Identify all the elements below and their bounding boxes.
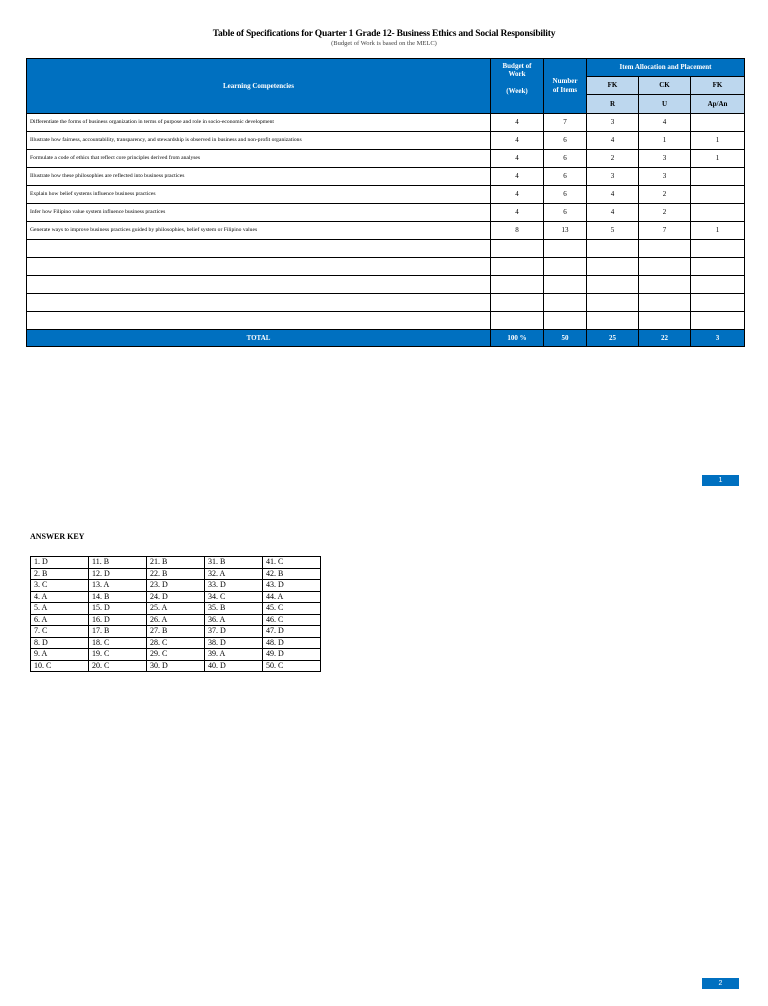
- r-cell: 5: [587, 222, 639, 240]
- table-row: [27, 132, 745, 150]
- answer-cell: 22. B: [147, 568, 205, 580]
- answer-cell: 41. C: [263, 557, 321, 569]
- specifications-table: [26, 58, 745, 347]
- header-budget-line3: (Week): [506, 87, 528, 96]
- answer-cell: 26. A: [147, 614, 205, 626]
- total-row: [27, 330, 745, 347]
- header-budget-line2: Work: [508, 70, 526, 79]
- apan-cell: [691, 186, 745, 204]
- answer-cell: 49. D: [263, 649, 321, 661]
- answer-cell: 12. D: [89, 568, 147, 580]
- r-cell: 4: [587, 204, 639, 222]
- competency-cell: Differentiate the forms of business organization in terms of purpose and role in socio-economic development: [27, 114, 491, 132]
- header-ck: CK: [639, 77, 691, 95]
- answer-key-row: [31, 580, 321, 592]
- competency-cell: Generate ways to improve business practices guided by philosophies, belief system or Filipino values: [27, 222, 491, 240]
- page-title: Table of Specifications for Quarter 1 Grade 12- Business Ethics and Social Responsibility: [212, 29, 556, 39]
- apan-cell: [691, 114, 745, 132]
- empty-row: [27, 258, 745, 276]
- answer-cell: 31. B: [205, 557, 263, 569]
- answer-cell: 46. C: [263, 614, 321, 626]
- answer-key-row: [31, 626, 321, 638]
- budget-cell: 4: [491, 204, 544, 222]
- header-allocation: Item Allocation and Placement: [587, 59, 745, 77]
- answer-key-row: [31, 591, 321, 603]
- items-cell: 13: [544, 222, 587, 240]
- answer-cell: 8. D: [31, 637, 89, 649]
- r-cell: 2: [587, 150, 639, 168]
- table-row: [27, 204, 745, 222]
- answer-cell: 20. C: [89, 660, 147, 672]
- answer-cell: 5. A: [31, 603, 89, 615]
- header-items-line1: Number: [552, 76, 578, 85]
- answer-cell: 34. C: [205, 591, 263, 603]
- answer-cell: 7. C: [31, 626, 89, 638]
- total-apan: 3: [691, 330, 745, 347]
- answer-cell: 4. A: [31, 591, 89, 603]
- u-cell: 2: [639, 186, 691, 204]
- items-cell: 6: [544, 132, 587, 150]
- answer-cell: 14. B: [89, 591, 147, 603]
- table-row: [27, 222, 745, 240]
- answer-cell: 48. D: [263, 637, 321, 649]
- answer-cell: 6. A: [31, 614, 89, 626]
- answer-key-title: ANSWER KEY: [30, 532, 85, 541]
- r-cell: 4: [587, 132, 639, 150]
- answer-cell: 37. D: [205, 626, 263, 638]
- empty-row: [27, 312, 745, 330]
- answer-cell: 44. A: [263, 591, 321, 603]
- r-cell: 3: [587, 114, 639, 132]
- answer-cell: 17. B: [89, 626, 147, 638]
- u-cell: 3: [639, 150, 691, 168]
- answer-cell: 10. C: [31, 660, 89, 672]
- answer-cell: 19. C: [89, 649, 147, 661]
- budget-cell: 4: [491, 132, 544, 150]
- answer-key-table: [30, 556, 321, 672]
- budget-cell: 8: [491, 222, 544, 240]
- table-row: [27, 168, 745, 186]
- apan-cell: 1: [691, 222, 745, 240]
- total-budget: 100 %: [491, 330, 544, 347]
- answer-cell: 40. D: [205, 660, 263, 672]
- total-u: 22: [639, 330, 691, 347]
- answer-cell: 36. A: [205, 614, 263, 626]
- answer-key-row: [31, 614, 321, 626]
- answer-cell: 38. D: [205, 637, 263, 649]
- answer-key-row: [31, 568, 321, 580]
- apan-cell: [691, 204, 745, 222]
- answer-cell: 32. A: [205, 568, 263, 580]
- answer-cell: 24. D: [147, 591, 205, 603]
- competency-cell: Illustrate how fairness, accountability, transparency, and stewardship is observed in business and non-profit organizations: [27, 132, 491, 150]
- answer-cell: 33. D: [205, 580, 263, 592]
- answer-key-row: [31, 557, 321, 569]
- answer-cell: 11. B: [89, 557, 147, 569]
- u-cell: 2: [639, 204, 691, 222]
- answer-cell: 30. D: [147, 660, 205, 672]
- empty-row: [27, 294, 745, 312]
- budget-cell: 4: [491, 114, 544, 132]
- answer-cell: 16. D: [89, 614, 147, 626]
- header-items-line2: of Items: [552, 86, 578, 94]
- answer-key-row: [31, 637, 321, 649]
- answer-key-row: [31, 603, 321, 615]
- items-cell: 7: [544, 114, 587, 132]
- answer-cell: 39. A: [205, 649, 263, 661]
- header-items: [544, 59, 587, 114]
- answer-cell: 1. D: [31, 557, 89, 569]
- header-competencies: Learning Competencies: [27, 59, 491, 114]
- apan-cell: 1: [691, 132, 745, 150]
- answer-cell: 9. A: [31, 649, 89, 661]
- answer-cell: 18. C: [89, 637, 147, 649]
- header-apan: Ap/An: [691, 95, 745, 114]
- budget-cell: 4: [491, 150, 544, 168]
- budget-cell: 4: [491, 186, 544, 204]
- header-fk1: FK: [587, 77, 639, 95]
- apan-cell: 1: [691, 150, 745, 168]
- header-budget: [491, 59, 544, 114]
- page-number-2: 2: [702, 978, 739, 989]
- r-cell: 3: [587, 168, 639, 186]
- answer-cell: 29. C: [147, 649, 205, 661]
- total-label: TOTAL: [27, 330, 491, 347]
- empty-row: [27, 240, 745, 258]
- u-cell: 1: [639, 132, 691, 150]
- page-subtitle: (Budget of Work is based on the MELC): [331, 40, 437, 47]
- items-cell: 6: [544, 168, 587, 186]
- answer-key-row: [31, 649, 321, 661]
- answer-cell: 47. D: [263, 626, 321, 638]
- answer-cell: 43. D: [263, 580, 321, 592]
- answer-cell: 2. B: [31, 568, 89, 580]
- answer-cell: 23. D: [147, 580, 205, 592]
- table-row: [27, 114, 745, 132]
- answer-cell: 15. D: [89, 603, 147, 615]
- answer-cell: 42. B: [263, 568, 321, 580]
- answer-cell: 25. A: [147, 603, 205, 615]
- competency-cell: Infer how Filipino value system influence business practices: [27, 204, 491, 222]
- total-r: 25: [587, 330, 639, 347]
- budget-cell: 4: [491, 168, 544, 186]
- answer-cell: 21. B: [147, 557, 205, 569]
- header-budget-line1: Budget of: [502, 62, 532, 70]
- answer-key-row: [31, 660, 321, 672]
- u-cell: 7: [639, 222, 691, 240]
- items-cell: 6: [544, 150, 587, 168]
- answer-cell: 27. B: [147, 626, 205, 638]
- u-cell: 4: [639, 114, 691, 132]
- header-fk2: FK: [691, 77, 745, 95]
- header-u: U: [639, 95, 691, 114]
- competency-cell: Formulate a code of ethics that reflect core principles derived from analyses: [27, 150, 491, 168]
- answer-cell: 3. C: [31, 580, 89, 592]
- items-cell: 6: [544, 204, 587, 222]
- table-row: [27, 186, 745, 204]
- empty-row: [27, 276, 745, 294]
- answer-cell: 28. C: [147, 637, 205, 649]
- competency-cell: Illustrate how these philosophies are reflected into business practices: [27, 168, 491, 186]
- answer-cell: 13. A: [89, 580, 147, 592]
- total-items: 50: [544, 330, 587, 347]
- u-cell: 3: [639, 168, 691, 186]
- answer-cell: 35. B: [205, 603, 263, 615]
- competency-cell: Explain how belief systems influence business practices: [27, 186, 491, 204]
- items-cell: 6: [544, 186, 587, 204]
- r-cell: 4: [587, 186, 639, 204]
- apan-cell: [691, 168, 745, 186]
- header-r: R: [587, 95, 639, 114]
- answer-cell: 45. C: [263, 603, 321, 615]
- page-number-1: 1: [702, 475, 739, 486]
- answer-cell: 50. C: [263, 660, 321, 672]
- table-row: [27, 150, 745, 168]
